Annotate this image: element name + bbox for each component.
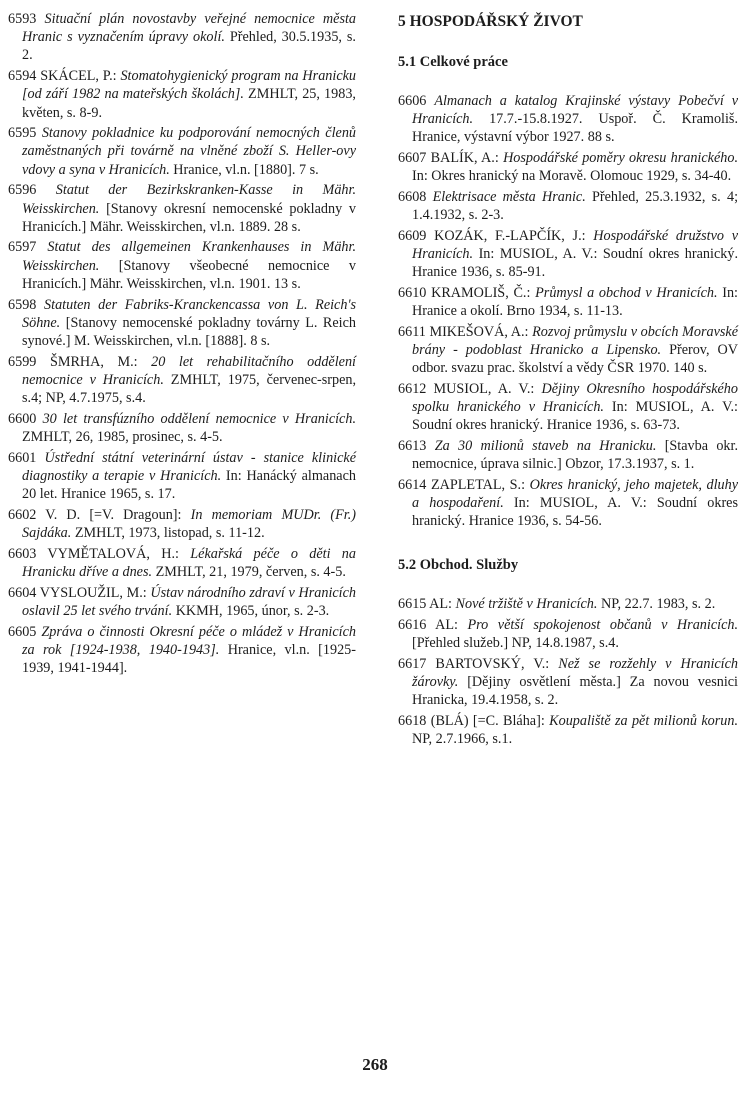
entry-title: Stomatohygienický program na Hranicku [od září 1982 na mateřských školách]. (22, 68, 357, 103)
bibliography-entry (8, 296, 356, 351)
entry-author: ZAPLETAL, S.: (430, 477, 530, 494)
entry-details: In: Hanácký almanach 20 let. Hranice 1965, s. 17. (22, 467, 356, 503)
entry-author: AL: (435, 616, 468, 633)
entry-title: Statuten der Fabriks-Kranckencassa von L. Reich's Söhne. (22, 296, 356, 331)
entry-author: MIKEŠOVÁ, A.: (429, 323, 533, 340)
left-column (8, 10, 356, 680)
entry-list-general (398, 92, 738, 531)
entry-title: Statut des allgemeinen Krankenhauses in Mähr. Weisskirchen. (22, 239, 357, 274)
entry-title: Rozvoj průmyslu v obcích Moravské brány - podoblast Hranicko a Lipensko. (412, 323, 738, 359)
entry-title: 20 let rehabilitačního oddělení nemocnice v Hranicích. (22, 353, 356, 388)
bibliography-entry (8, 10, 356, 65)
entry-number: 6614 (398, 477, 427, 494)
bibliography-entry (398, 595, 738, 613)
entry-author: BALÍK, A.: (430, 150, 504, 167)
bibliography-entry (398, 284, 738, 320)
entry-number: 6600 (8, 410, 37, 427)
entry-details: ZMHLT, 26, 1985, prosinec, s. 4-5. (22, 428, 223, 445)
entry-details: ZMHLT, 1975, červenec-srpen, s.4; NP, 4.7.1975, s.4. (22, 371, 357, 407)
entry-author: KOZÁK, F.-LAPČÍK, J.: (434, 227, 594, 244)
entry-number: 6598 (8, 296, 37, 313)
bibliography-entry (398, 712, 738, 748)
entry-number: 6617 (398, 655, 427, 672)
right-column (398, 10, 738, 751)
entry-title: 30 let transfúzního oddělení nemocnice v Hranicích. (42, 410, 356, 427)
entry-number: 6610 (398, 285, 427, 302)
entry-title: Lékařská péče o děti na Hranicku dříve a dnes. (22, 545, 356, 580)
entry-details: Přehled, 25.3.1932, s. 4; 1.4.1932, s. 2-3. (412, 189, 739, 224)
entry-number: 6611 (398, 323, 426, 340)
entry-number: 6616 (398, 616, 427, 633)
entry-title: Elektrisace města Hranic. (432, 189, 586, 206)
entry-number: 6613 (398, 438, 427, 455)
entry-author: VYMĚTALOVÁ, H.: (47, 545, 191, 562)
bibliography-entry (398, 655, 738, 710)
entry-details: [Přehled služeb.] NP, 14.8.1987, s.4. (412, 635, 619, 652)
entry-title: Situační plán novostavby veřejné nemocnice města Hranic s vyznačením úpravy okolí. (22, 11, 357, 46)
entry-title: Průmysl a obchod v Hranicích. (535, 285, 718, 302)
entry-title: Ústřední státní veterinární ústav - stanice klinické diagnostiky a terapie v Hranicích. (22, 449, 356, 484)
entry-title: Nové tržiště v Hranicích. (455, 596, 598, 613)
entry-number: 6599 (8, 353, 37, 370)
entry-title: Zpráva o činnosti Okresní péče o mládež v Hranicích za rok [1924-1938, 1940-1943]. (22, 623, 356, 658)
entry-author: KRAMOLIŠ, Č.: (431, 285, 536, 302)
bibliography-entry (8, 545, 356, 581)
entry-number: 6593 (8, 11, 37, 27)
entry-author: SKÁCEL, P.: (40, 68, 121, 85)
entry-number: 6604 (8, 584, 37, 601)
entry-details: [Stavba okr. nemocnice, úprava silnic.] Obzor, 17.3.1937, s. 1. (412, 438, 739, 473)
entry-details: Hranice, vl.n. [1880]. 7 s. (169, 161, 319, 178)
bibliography-entry (398, 92, 738, 147)
entry-number: 6602 (8, 506, 37, 523)
entry-title: Hospodářské družstvo v Hranicích. (412, 227, 738, 263)
entry-number: 6605 (8, 623, 37, 640)
bibliography-entry (398, 616, 738, 652)
entry-details: Hranice, vl.n. [1925-1939, 1941-1944]. (22, 641, 356, 676)
entry-details: In: Okres hranický na Moravě. Olomouc 1929, s. 34-40. (412, 168, 732, 185)
entry-details: [Stanovy nemocenské pokladny továrny L. Reich synové.] M. Weisskirchen, vl.n. [1888]. 8 s. (22, 314, 356, 349)
bibliography-entry (8, 623, 356, 678)
bibliography-entry (8, 410, 356, 446)
bibliography-entry (398, 323, 738, 378)
entry-number: 6594 (8, 68, 37, 85)
bibliography-entry (398, 227, 738, 282)
bibliography-entry (398, 437, 738, 473)
entry-number: 6601 (8, 449, 37, 466)
entry-number: 6607 (398, 150, 427, 167)
entry-details: Přehled, 30.5.1935, s. 2. (22, 29, 356, 64)
bibliography-entry (8, 584, 356, 620)
entry-title: In memoriam MUDr. (Fr.) Sajdáka. (22, 506, 357, 541)
bibliography-entry (8, 124, 356, 179)
entry-details: In: MUSIOL, A. V.: Soudní okres hranický. Hranice 1936, s. 85-91. (412, 246, 738, 281)
entry-details: ZMHLT, 25, 1983, květen, s. 8-9. (22, 86, 356, 121)
entry-title: Pro větší spokojenost občanů v Hranicích. (467, 616, 739, 633)
entry-author: VYSLOUŽIL, M.: (39, 584, 151, 601)
entry-author: (BLÁ) [=C. Bláha]: (430, 712, 550, 729)
entry-title: Ústav národního zdraví v Hranicích oslavil 25 let svého trvání. (22, 584, 357, 619)
bibliography-entry (8, 67, 356, 122)
entry-title: Koupaliště za pět milionů korun. (549, 712, 738, 729)
bibliography-entry (8, 238, 356, 293)
entry-details: KKMH, 1965, únor, s. 2-3. (172, 602, 330, 619)
entry-number: 6603 (8, 545, 37, 562)
entry-number: 6597 (8, 239, 37, 256)
entry-author: V. D. [=V. Dragoun]: (45, 506, 191, 523)
entry-details: In: MUSIOL, A. V.: Soudní okres hranický. Hranice 1936, s. 63-73. (412, 399, 738, 434)
bibliography-entry (8, 181, 356, 236)
entry-author: AL: (429, 596, 456, 613)
entry-number: 6618 (398, 712, 427, 729)
entry-number: 6615 (398, 596, 427, 613)
section-title: 5 HOSPODÁŘSKÝ ŽIVOT (398, 13, 583, 30)
entry-author: ŠMRHA, M.: (49, 353, 152, 370)
entry-title: Za 30 milionů staveb na Hranicku. (434, 438, 657, 455)
entry-title: Almanach a katalog Krajinské výstavy Pobečví v Hranicích. (412, 93, 738, 128)
subsection-title-trade: 5.2 Obchod. Služby (398, 557, 519, 574)
bibliography-entry (398, 476, 738, 531)
entry-title: Hospodářské poměry okresu hranického. (503, 150, 738, 167)
bibliography-entry (398, 380, 738, 435)
entry-details: 17.7.-15.8.1927. Uspoř. Č. Kramoliš. Hranice, výstavní výbor 1927. 88 s. (412, 111, 738, 146)
entry-details: [Stanovy okresní nemocenské pokladny v Hranicích.] Mähr. Weisskirchen, vl.n. 1889. 28 s. (22, 200, 356, 235)
entry-list-trade (398, 595, 738, 748)
entry-author: BARTOVSKÝ, V.: (435, 655, 559, 672)
entry-details: NP, 2.7.1966, s.1. (412, 731, 513, 748)
bibliography-entry (8, 353, 356, 408)
subsection-title-general: 5.1 Celkové práce (398, 54, 508, 70)
entry-title: Stanovy pokladnice ku podporování nemocných členů zaměstnaných při továrně na vlněné zboží S. Heller-ovy vdovy a syna v Hranicích. (22, 125, 357, 178)
entry-number: 6606 (398, 93, 427, 109)
entry-title: Než se rozžehly v Hranicích žárovky. (412, 655, 739, 690)
page-number: 268 (362, 1055, 388, 1074)
entry-details: NP, 22.7. 1983, s. 2. (597, 596, 716, 613)
entry-title: Dějiny Okresního hospodářského spolku hranického v Hranicích. (412, 381, 738, 416)
entry-details: In: MUSIOL, A. V.: Soudní okres hranický. Hranice 1936, s. 54-56. (412, 495, 739, 530)
entry-title: Okres hranický, jeho majetek, dluhy a hospodaření. (412, 477, 738, 512)
entry-number: 6612 (398, 381, 427, 398)
bibliography-entry (8, 506, 356, 542)
entry-number: 6608 (398, 189, 427, 206)
entry-details: [Dějiny osvětlení města.] Za novou vesnici Hranicka, 19.4.1958, s. 2. (412, 673, 738, 709)
entry-author: MUSIOL, A. V.: (433, 381, 542, 398)
entry-details: ZMHLT, 21, 1979, červen, s. 4-5. (152, 563, 346, 580)
bibliography-entry (8, 449, 356, 504)
entry-details: [Stanovy všeobecné nemocnice v Hranicích.] Mähr. Weisskirchen, vl.n. 1901. 13 s. (22, 257, 356, 292)
entry-details: In: Hranice a okolí. Brno 1934, s. 11-13. (412, 285, 738, 320)
entry-title: Statut der Bezirkskranken-Kasse in Mähr. Weisskirchen. (22, 182, 357, 217)
entry-details: ZMHLT, 1973, listopad, s. 11-12. (71, 524, 265, 541)
bibliography-entry (398, 188, 738, 224)
entry-number: 6595 (8, 125, 37, 142)
bibliography-entry (398, 149, 738, 185)
entry-details: Přerov, OV odbor. svazu prac. školství a vědy ČSR 1970. 140 s. (412, 342, 738, 377)
entry-number: 6596 (8, 182, 37, 199)
entry-number: 6609 (398, 227, 427, 244)
